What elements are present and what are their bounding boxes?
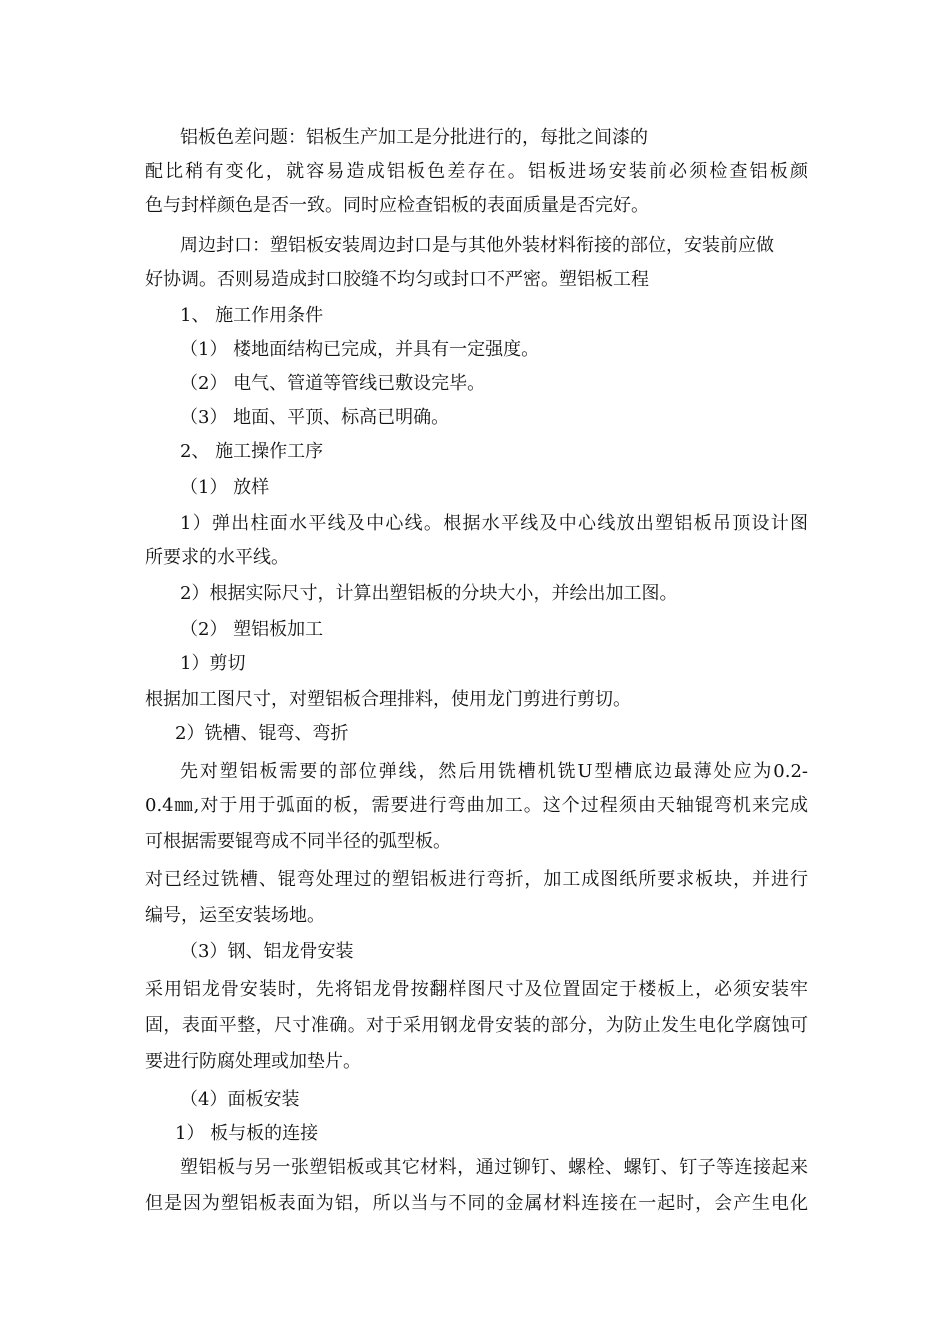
paragraph-line: 2）根据实际尺寸，计算出塑铝板的分块大小，并绘出加工图。 xyxy=(180,583,678,604)
paragraph-line: 2）铣槽、锟弯、弯折 xyxy=(175,723,349,744)
paragraph-line: 色与封样颜色是否一致。同时应检查铝板的表面质量是否完好。 xyxy=(145,195,649,216)
paragraph-line: 配比稍有变化，就容易造成铝板色差存在。铝板进场安装前必须检查铝板颜 xyxy=(145,161,808,182)
section-heading: 2、 施工操作工序 xyxy=(180,441,324,462)
subsection-heading: （3）钢、铝龙骨安装 xyxy=(180,941,354,962)
paragraph-line: 编号，运至安装场地。 xyxy=(145,905,325,926)
paragraph-line: 1）弹出柱面水平线及中心线。根据水平线及中心线放出塑铝板吊顶设计图 xyxy=(180,513,808,534)
paragraph-line: 好协调。否则易造成封口胶缝不均匀或封口不严密。塑铝板工程 xyxy=(145,269,649,290)
subsection-heading: （2） 塑铝板加工 xyxy=(180,619,324,640)
paragraph-line: 所要求的水平线。 xyxy=(145,547,289,568)
paragraph-line: 0.4㎜,对于用于弧面的板，需要进行弯曲加工。这个过程须由天轴锟弯机来完成 xyxy=(145,795,808,816)
paragraph-line: 根据加工图尺寸，对塑铝板合理排料，使用龙门剪进行剪切。 xyxy=(145,689,631,710)
paragraph-line: 铝板色差问题：铝板生产加工是分批进行的，每批之间漆的 xyxy=(180,127,648,148)
list-item: （1） 楼地面结构已完成，并具有一定强度。 xyxy=(180,339,540,360)
paragraph-line: 对已经过铣槽、锟弯处理过的塑铝板进行弯折，加工成图纸所要求板块，并进行 xyxy=(145,869,808,890)
list-item: （2） 电气、管道等管线已敷设完毕。 xyxy=(180,373,486,394)
paragraph-line: 塑铝板与另一张塑铝板或其它材料，通过铆钉、螺栓、螺钉、钉子等连接起来 xyxy=(180,1157,808,1178)
subsection-heading: （4）面板安装 xyxy=(180,1089,300,1110)
paragraph-line: 可根据需要锟弯成不同半径的弧型板。 xyxy=(145,831,451,852)
list-item: （3） 地面、平顶、标高已明确。 xyxy=(180,407,450,428)
paragraph-line: 但是因为塑铝板表面为铝，所以当与不同的金属材料连接在一起时，会产生电化 xyxy=(145,1193,808,1214)
subsection-heading: （1） 放样 xyxy=(180,477,270,498)
section-heading: 1、 施工作用条件 xyxy=(180,305,324,326)
list-item: 1） 板与板的连接 xyxy=(175,1123,319,1144)
paragraph-line: 要进行防腐处理或加垫片。 xyxy=(145,1051,361,1072)
paragraph-line: 周边封口：塑铝板安装周边封口是与其他外装材料衔接的部位，安装前应做 xyxy=(180,235,774,256)
paragraph-line: 1）剪切 xyxy=(180,653,246,674)
paragraph-line: 固，表面平整，尺寸准确。对于采用钢龙骨安装的部分，为防止发生电化学腐蚀可 xyxy=(145,1015,808,1036)
paragraph-line: 先对塑铝板需要的部位弹线，然后用铣槽机铣U型槽底边最薄处应为0.2- xyxy=(180,761,808,782)
paragraph-line: 采用铝龙骨安装时，先将铝龙骨按翻样图尺寸及位置固定于楼板上，必须安装牢 xyxy=(145,979,808,1000)
